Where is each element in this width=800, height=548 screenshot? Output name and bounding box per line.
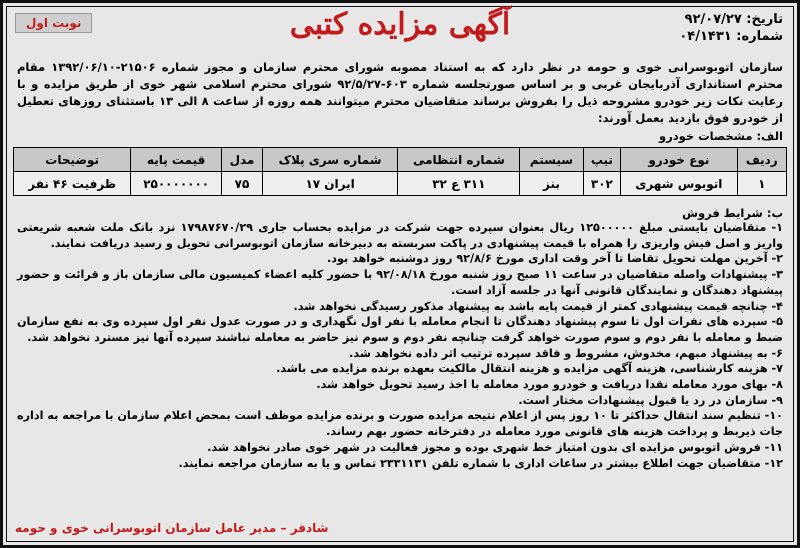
col-header-notes: توضیحات	[14, 148, 131, 172]
notice-header	[3, 3, 797, 59]
condition-item: ۳- پیشنهادات واصله متقاضیان در ساعت ۱۱ صبح روز شنبه مورخ ۹۲/۰۸/۱۸ با حضور کلیه اعضاء کمیسیون مالی سازمان باز و قرائت و حضور پیشنهاد دهندگان و نمایندگان قانونی آنها در جلسه آزاد است.	[17, 268, 783, 297]
col-header-model: مدل	[222, 148, 263, 172]
cell-system: بنز	[520, 172, 583, 196]
col-header-base-price: قیمت پایه	[131, 148, 222, 172]
condition-item: ۷- هزینه کارشناسی، هزینه آگهی مزایده و هزینه انتقال مالکیت بعهده برنده مزایده می باشد.	[276, 362, 783, 376]
cell-notes: ظرفیت ۴۶ نفر	[14, 172, 131, 196]
col-header-tip: تیپ	[583, 148, 621, 172]
condition-item: ۸- بهای مورد معامله نقدا دریافت و خودرو مورد معامله با اخذ رسید تحویل خواهد شد.	[316, 378, 783, 392]
condition-item: ۵- سپرده های نفرات اول تا سوم پیشنهاد دهندگان تا انجام معامله با نفر اول نگهداری و در صورت عدول نفر اول سپرده وی به نفع سازمان ضبط و معامله با نفر دوم و سوم صورت خواهد گرفت چنانچه نفر دوم و سوم نیز حاضر به معامله نباشند سپرده آنها نیز مسترد نخواهد شد.	[17, 315, 783, 344]
col-header-plate-series: شماره سری پلاک	[262, 148, 397, 172]
condition-item: ۱۱- فروش اتوبوس مزایده ای بدون امتیاز خط شهری بوده و مجوز فعالیت در شهر خوی صادر نخواهد شد.	[207, 440, 783, 454]
col-header-system: سیستم	[520, 148, 583, 172]
col-header-police-number: شماره انتظامی	[398, 148, 520, 172]
condition-item: ۴- چنانچه قیمت پیشنهادی کمتر از قیمت پایه باشد به پیشنهاد مذکور رسیدگی نخواهد شد.	[293, 299, 783, 313]
cell-model: ۷۵	[222, 172, 263, 196]
intro-paragraph: سازمان اتوبوسرانی خوی و حومه در نظر دارد که به استناد مصوبه شورای محترم سازمان و مجوز شماره ۲۱۵۰۶-۱۳۹۲/۰۶/۱۰ مقام محترم استانداری آذربایجان غربی و بر اساس صورتجلسه شماره ۶۰۳-۹۲/۵/۲۷ شورای محترم اسلامی شهر خوی از طریق مزایده و با رعایت نکات زیر خودرو مشروحه ذیل را بفروش برساند متقاضیان محترم میتوانند همه روزه از ساعت ۸ الی ۱۳ باستثنای روزهای تعطیل از خودرو فوق بازدید بعمل آورند:	[17, 60, 784, 125]
condition-item: ۱۰- تنظیم سند انتقال حداکثر تا ۱۰ روز پس از اعلام نتیجه مزایده صورت و برنده مزایده موظف است بمحض اعلام سازمان با مراجعه به اداره جات ذیربط و پرداخت هزینه های قانونی مورد معامله در دفترخانه حضور بهم رساند.	[17, 409, 783, 439]
cell-base-price: ۲۵۰۰۰۰۰۰۰	[131, 172, 222, 196]
vehicle-specs-table	[13, 147, 787, 196]
col-header-row-number: ردیف	[737, 148, 786, 172]
conditions-title: ب: شرایط فروش	[682, 206, 783, 220]
condition-item: ۹- سازمان در رد یا قبول پیشنهادات مختار است.	[518, 393, 783, 407]
turn-badge: نوبت اول	[15, 13, 92, 33]
condition-item: ۱- متقاضیان بایستی مبلغ ۱۲۵۰۰۰۰۰ ریال بعنوان سپرده جهت شرکت در مزایده بحساب جاری ۱۷۹۸۷۶۷۰/۲۹ نزد بانک ملت شعبه شریعتی واریز و اصل فیش واریزی را همراه با قیمت پیشنهادی در پاکت سربسته به دبیرخانه سازمان اتوبوسرانی تحویل و رسید دریافت نمایند.	[17, 221, 783, 250]
col-header-vehicle-type: نوع خودرو	[621, 148, 737, 172]
signature-footer: شادفر – مدیر عامل سازمان اتوبوسرانی خوی و حومه	[15, 521, 329, 535]
specs-label: الف: مشخصات خودرو	[658, 129, 783, 143]
cell-vehicle-type: اتوبوس شهری	[621, 172, 737, 196]
cell-tip: ۳۰۲	[583, 172, 621, 196]
cell-police-number: ۳۱۱ ع ۳۲	[398, 172, 520, 196]
condition-item: ۶- به پیشنهاد مبهم، مخدوش، مشروط و فاقد سپرده ترتیب اثر داده نخواهد شد.	[349, 346, 783, 360]
date-line: تاریخ: ۹۲/۰۷/۲۷	[684, 12, 783, 27]
condition-item: ۲- آخرین مهلت تحویل تقاضا تا آخر وقت اداری مورخ ۹۲/۸/۶ روز دوشنبه خواهد بود.	[326, 252, 783, 266]
cell-row-number: ۱	[737, 172, 786, 196]
number-line: شماره: ۰۴/۱۴۳۱	[679, 29, 783, 44]
condition-item: ۱۲- متقاضیان جهت اطلاع بیشتر در ساعات اداری با شماره تلفن ۲۳۳۱۱۳۱ تماس و یا به سازمان مراجعه نمایند.	[178, 456, 783, 470]
table-header-row	[14, 148, 787, 172]
conditions-list	[17, 220, 783, 471]
table-row	[14, 172, 787, 196]
cell-plate-series: ایران ۱۷	[262, 172, 397, 196]
page-title: آگهی مزایده کتبی	[289, 7, 511, 42]
